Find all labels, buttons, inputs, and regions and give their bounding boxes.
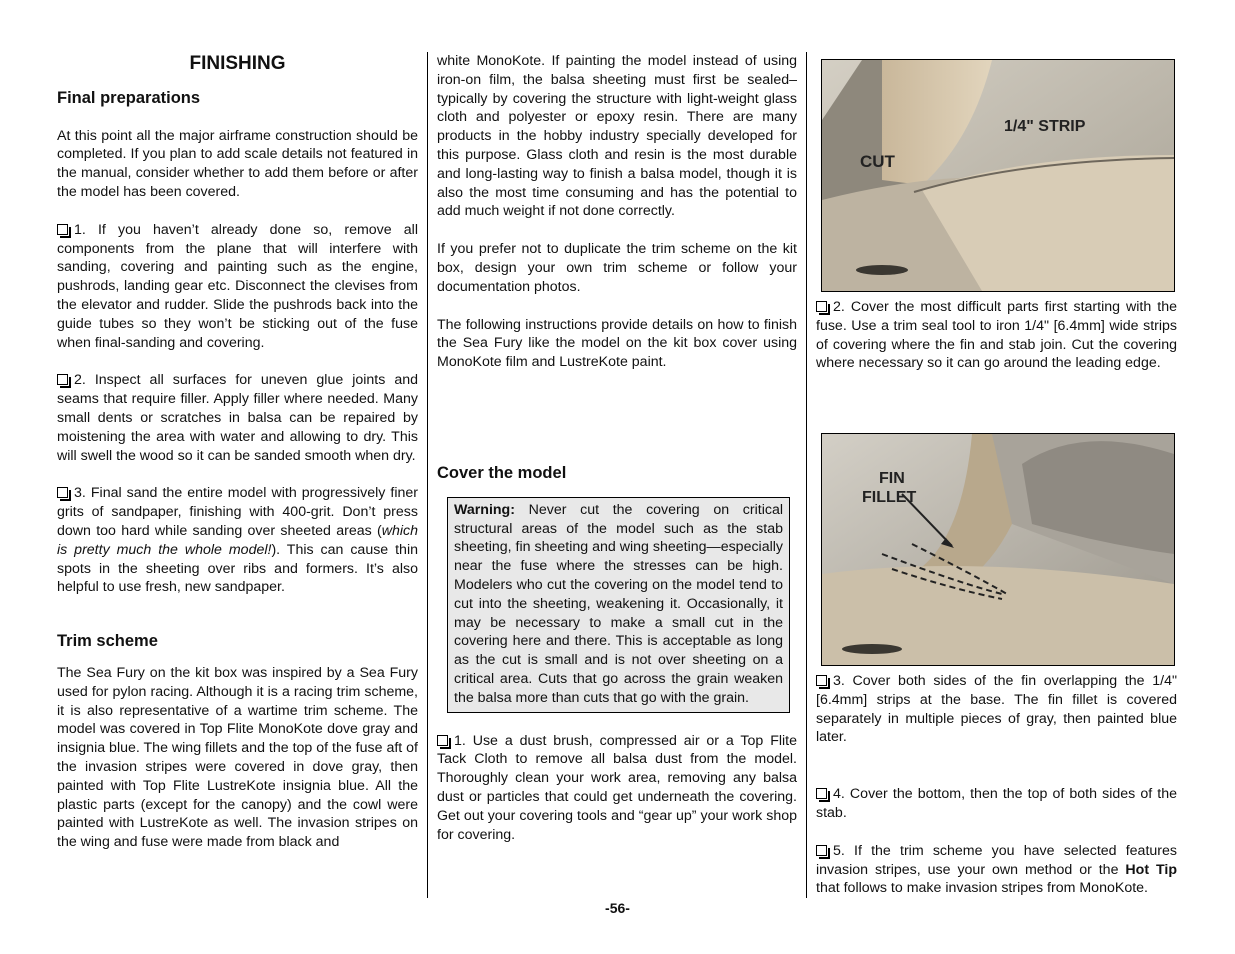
photo-label-fillet: FILLET	[862, 489, 917, 506]
column-middle	[437, 52, 797, 844]
checkbox-icon	[57, 487, 68, 498]
column-right-top	[816, 298, 1177, 373]
page-number: -56-	[605, 900, 630, 916]
column-divider	[806, 52, 807, 898]
checkbox-icon	[57, 224, 68, 235]
photo-label-cut: CUT	[860, 152, 895, 171]
paragraph-trim-scheme: The Sea Fury on the kit box was inspired by a Sea Fury used for pylon racing. Although it is a racing trim scheme, it is also representative of a wartime trim scheme. The model was covered in Top Flite MonoKote dove gray and insignia blue. The wing fillets and the top of the fuse aft of the invasion stripes were covered in dove gray, then painted with Top Flite LustreKote insignia blue. All the plastic parts (except for the canopy) and the cowl were painted with LustreKote as well. The invasion stripes on the wing and fuse were made from black and	[57, 664, 418, 851]
paragraph-trim-alternative: If you prefer not to duplicate the trim scheme on the kit box, design your own trim scheme or follow your documentation photos.	[437, 241, 797, 295]
heading-cover-the-model: Cover the model	[437, 463, 567, 482]
column-right-bottom	[816, 672, 1177, 898]
step-item: 4. Cover the bottom, then the top of both sides of the stab.	[816, 786, 1177, 821]
photo-fin-fillet-illustration	[822, 434, 1174, 665]
photo-fin-fillet	[821, 433, 1175, 666]
step-item: 5. If the trim scheme you have selected features invasion stripes, use your own method or the Hot Tip that follows to make invasion stripes from MonoKote.	[816, 842, 1177, 897]
photo-fin-stab-strip	[821, 59, 1175, 292]
photo-label-strip: 1/4" STRIP	[1004, 118, 1086, 135]
checkbox-icon	[816, 675, 827, 686]
page-title: FINISHING	[189, 53, 286, 74]
step-item: 3. Cover both sides of the fin overlapping the 1/4" [6.4mm] strips at the base. The fin fillet is covered separately in multiple pieces of gray, then painted blue later.	[816, 673, 1177, 746]
paragraph-instructions: The following instructions provide details on how to finish the Sea Fury like the model on the kit box cover using MonoKote film and LustreKote paint.	[437, 316, 797, 371]
paragraph-sealing: white MonoKote. If painting the model instead of using iron-on film, the balsa sheeting must first be sealed–typically by covering the structure with light-weight glass cloth and polyester or epoxy resin. There are many products in the hobby industry specially developed for this purpose. Glass cloth and resin is the most durable and long-lasting way to finish a balsa model, though it is also the most time consuming and has the potential to add much weight if not done correctly.	[437, 53, 797, 220]
photo-label-fin: FIN	[879, 470, 905, 487]
step-item: 2. Cover the most difficult parts first starting with the fuse. Use a trim seal tool to iron 1/4" [6.4mm] wide strips of covering where the fin and stab join. Cut the covering where necessary so it can go around the leading edge.	[816, 299, 1177, 372]
step-item: 1. Use a dust brush, compressed air or a Top Flite Tack Cloth to remove all balsa dust from the model. Thoroughly clean your work area, removing any balsa dust or particles that could get underneath the covering. Get out your covering tools and “gear up” your work shop for covering.	[437, 732, 797, 843]
checkbox-icon	[816, 301, 827, 312]
paragraph-final-preparations: At this point all the major airframe construction should be completed. If you plan to add scale details not featured in the manual, consider whether to add them before or after the model has been covered.	[57, 127, 418, 200]
heading-trim-scheme: Trim scheme	[57, 632, 158, 651]
column-divider	[427, 52, 428, 898]
step-item: 2. Inspect all surfaces for uneven glue joints and seams that require filler. Apply filler where needed. Many small dents or scratches in balsa can be repaired by moistening the area with water and allowing to dry. This will swell the wood so it can be sanded smooth when dry.	[57, 372, 418, 464]
heading-final-preparations: Final preparations	[57, 88, 201, 107]
checkbox-icon	[57, 374, 68, 385]
warning-label: Warning:	[454, 501, 515, 518]
step-item: 1. If you haven’t already done so, remove all components from the plane that will interfere with sanding, covering and painting such as the engine, pushrods, landing gear etc. Disconnect the clevises from the elevator and rudder. Slide the pushrods back into the guide tubes so they won’t be sticking out of the fuse when final-sanding and covering.	[57, 221, 418, 351]
warning-text: Warning: Never cut the covering on critical structural areas of the model such as the stab sheeting, fin sheeting and wing sheeting—especially near the fuse where the stresses can be high. Modelers who cut the covering on the model tend to cut into the sheeting, weakening it. Occasionally, it may be necessary to make a small cut in the covering here and there. This is acceptable as long as the cut is small and is not over sheeting on a critical area. Cuts that go across the grain weaken the balsa more than cuts that go with the grain.	[454, 501, 783, 706]
checkbox-icon	[816, 845, 827, 856]
checkbox-icon	[437, 735, 448, 746]
step-item: 3. Final sand the entire model with progressively finer grits of sandpaper, finishing with 400-grit. Don’t press down too hard while sanding over sheeted areas (which is pretty much the whole model!). This can cause thin spots in the sheeting over ribs and formers. It’s also helpful to use fresh, new sandpaper.	[57, 485, 418, 596]
column-left	[57, 52, 418, 852]
photo-fin-stab-strip-illustration	[822, 60, 1174, 291]
checkbox-icon	[816, 788, 827, 799]
warning-box	[447, 497, 790, 713]
